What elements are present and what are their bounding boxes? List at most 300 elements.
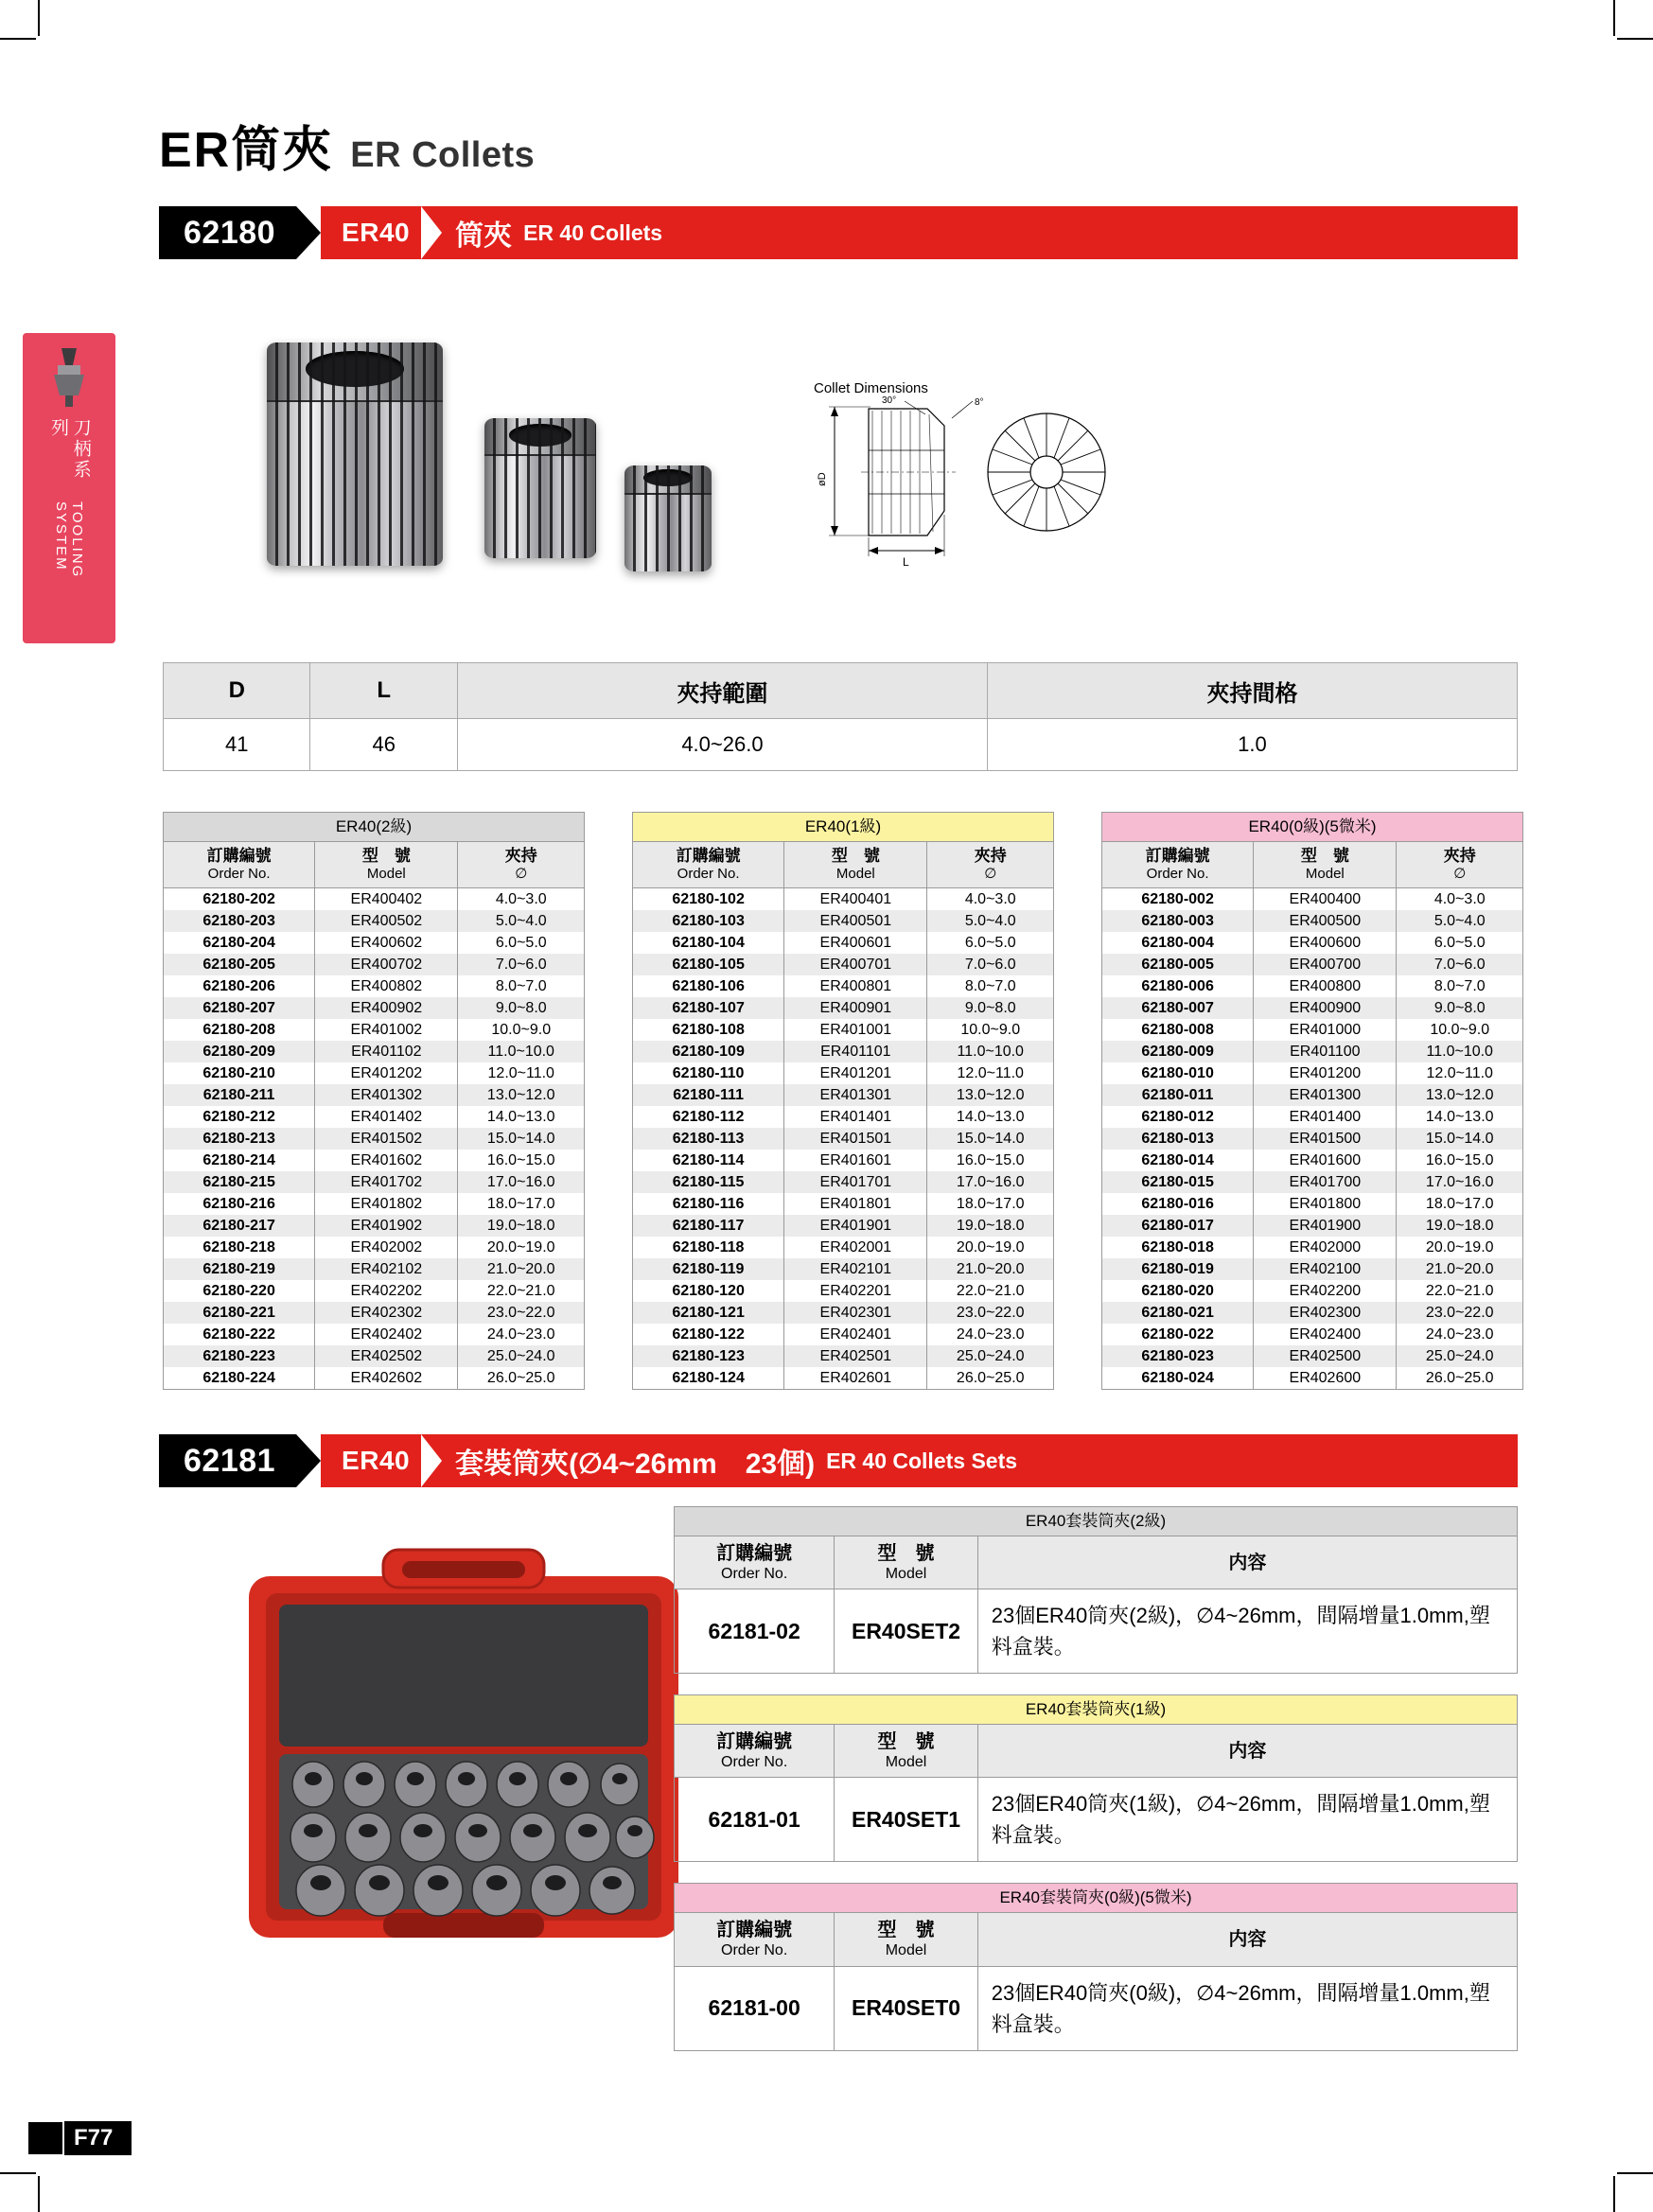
cell-order-no: 62180-122 (633, 1324, 784, 1345)
table-row (633, 954, 1054, 975)
cell-model: ER400902 (315, 997, 458, 1019)
page-title (159, 110, 535, 181)
cell-clamp-range: 7.0~6.0 (458, 954, 585, 975)
cell-clamp-range: 26.0~25.0 (1397, 1367, 1523, 1390)
cell-set-order-no: 62181-01 (675, 1778, 835, 1862)
cell-order-no: 62180-019 (1102, 1258, 1254, 1280)
cell-model: ER401302 (315, 1084, 458, 1106)
spec-header-range: 夾持範圍 (457, 663, 987, 719)
cell-order-no: 62180-004 (1102, 932, 1254, 954)
cell-clamp-range: 14.0~13.0 (927, 1106, 1054, 1128)
product-table (163, 841, 585, 1390)
cell-order-no: 62180-219 (164, 1258, 315, 1280)
crop-mark (1617, 38, 1653, 40)
cell-model: ER401402 (315, 1106, 458, 1128)
cell-model: ER401601 (784, 1150, 927, 1171)
cell-model: ER402101 (784, 1258, 927, 1280)
cell-order-no: 62180-117 (633, 1215, 784, 1237)
set-value-row (675, 1966, 1518, 2050)
table-row (164, 1367, 585, 1390)
cell-clamp-range: 22.0~21.0 (1397, 1280, 1523, 1302)
table-row (633, 1084, 1054, 1106)
collet-set-block (674, 1506, 1518, 1674)
table-row (164, 1128, 585, 1150)
cell-clamp-range: 19.0~18.0 (1397, 1215, 1523, 1237)
cell-model: ER401801 (784, 1193, 927, 1215)
cell-order-no: 62180-013 (1102, 1128, 1254, 1150)
cell-model: ER401401 (784, 1106, 927, 1128)
set-table-caption: ER40套裝筒夾(0級)(5微米) (674, 1883, 1518, 1912)
table-row (633, 1019, 1054, 1041)
cell-order-no: 62180-103 (633, 910, 784, 932)
header-model (835, 1913, 977, 1966)
spec-value-d: 41 (164, 719, 310, 771)
cell-model: ER401300 (1254, 1084, 1397, 1106)
cell-clamp-range: 11.0~10.0 (1397, 1041, 1523, 1062)
header-clamp (927, 842, 1054, 888)
cell-clamp-range: 25.0~24.0 (927, 1345, 1054, 1367)
cell-order-no: 62180-012 (1102, 1106, 1254, 1128)
table-row (1102, 1171, 1523, 1193)
header-content (977, 1536, 1517, 1589)
cell-order-no: 62180-206 (164, 975, 315, 997)
table-row (633, 1062, 1054, 1084)
table-row (1102, 1345, 1523, 1367)
cell-model: ER402202 (315, 1280, 458, 1302)
header-clamp-symbol: ∅ (984, 866, 997, 883)
cell-clamp-range: 21.0~20.0 (927, 1258, 1054, 1280)
cell-clamp-range: 19.0~18.0 (458, 1215, 585, 1237)
table-row (633, 1106, 1054, 1128)
cell-order-no: 62180-017 (1102, 1215, 1254, 1237)
table-row (164, 1106, 585, 1128)
table-row (1102, 1084, 1523, 1106)
collet-dimension-drawing (814, 380, 1154, 583)
table-row (1102, 1106, 1523, 1128)
cell-clamp-range: 18.0~17.0 (458, 1193, 585, 1215)
table-row (1102, 932, 1523, 954)
cell-model: ER400600 (1254, 932, 1397, 954)
table-row (164, 1084, 585, 1106)
cell-clamp-range: 11.0~10.0 (927, 1041, 1054, 1062)
table-row (633, 1324, 1054, 1345)
cell-clamp-range: 8.0~7.0 (1397, 975, 1523, 997)
set-header-row (675, 1725, 1518, 1778)
cell-order-no: 62180-011 (1102, 1084, 1254, 1106)
cell-order-no: 62180-105 (633, 954, 784, 975)
cell-order-no: 62180-223 (164, 1345, 315, 1367)
cell-model: ER400602 (315, 932, 458, 954)
cell-order-no: 62180-115 (633, 1171, 784, 1193)
cell-order-no: 62180-015 (1102, 1171, 1254, 1193)
header-model-en: Model (885, 1566, 927, 1582)
cell-model: ER402301 (784, 1302, 927, 1324)
side-tab-tooling-system (23, 333, 115, 643)
spec-header-step: 夾持間格 (987, 663, 1517, 719)
cell-order-no: 62180-222 (164, 1324, 315, 1345)
set-table (674, 1724, 1518, 1862)
header-model-cn: 型 號 (877, 1920, 935, 1941)
cell-clamp-range: 15.0~14.0 (458, 1128, 585, 1150)
cell-clamp-range: 26.0~25.0 (458, 1367, 585, 1390)
table-header-row (633, 842, 1054, 888)
spec-value-range: 4.0~26.0 (457, 719, 987, 771)
table-row (1102, 1237, 1523, 1258)
cell-set-model: ER40SET2 (835, 1589, 977, 1674)
header-model-en: Model (835, 866, 875, 883)
cell-model: ER400701 (784, 954, 927, 975)
drawing-caption: Collet Dimensions (814, 380, 928, 396)
set-header-row (675, 1536, 1518, 1589)
cell-order-no: 62180-214 (164, 1150, 315, 1171)
cell-clamp-range: 18.0~17.0 (1397, 1193, 1523, 1215)
cell-set-order-no: 62181-02 (675, 1589, 835, 1674)
table-row (164, 1150, 585, 1171)
cell-order-no: 62180-006 (1102, 975, 1254, 997)
table-header-row (1102, 842, 1523, 888)
header-order-no-en: Order No. (207, 866, 271, 883)
cell-order-no: 62180-003 (1102, 910, 1254, 932)
table-row (164, 1193, 585, 1215)
cell-clamp-range: 8.0~7.0 (458, 975, 585, 997)
cell-clamp-range: 9.0~8.0 (1397, 997, 1523, 1019)
side-tab-label-en: TOOLING SYSTEM (53, 500, 85, 579)
set-value-row (675, 1778, 1518, 1862)
table-row (164, 932, 585, 954)
product-table (632, 841, 1054, 1390)
cell-model: ER402200 (1254, 1280, 1397, 1302)
cell-model: ER401200 (1254, 1062, 1397, 1084)
header-order-no-cn: 訂購編號 (716, 1543, 793, 1564)
table-row (1102, 888, 1523, 911)
cell-model: ER401301 (784, 1084, 927, 1106)
table-row (633, 1258, 1054, 1280)
cell-set-order-no: 62181-00 (675, 1966, 835, 2050)
cell-clamp-range: 15.0~14.0 (1397, 1128, 1523, 1150)
table-row (1102, 1280, 1523, 1302)
cell-order-no: 62180-208 (164, 1019, 315, 1041)
table-row (164, 1171, 585, 1193)
header-order-no (675, 1725, 835, 1778)
product-table-caption: ER40(2級) (163, 812, 585, 841)
tool-holder-icon (41, 346, 97, 409)
table-row (164, 1041, 585, 1062)
cell-clamp-range: 5.0~4.0 (927, 910, 1054, 932)
cell-clamp-range: 24.0~23.0 (927, 1324, 1054, 1345)
cell-model: ER401501 (784, 1128, 927, 1150)
cell-clamp-range: 16.0~15.0 (927, 1150, 1054, 1171)
svg-text:øD: øD (817, 472, 828, 486)
cell-order-no: 62180-204 (164, 932, 315, 954)
cell-clamp-range: 14.0~13.0 (458, 1106, 585, 1128)
cell-set-content: 23個ER40筒夾(1級)，∅4~26mm，間隔增量1.0mm,塑料盒裝。 (977, 1778, 1517, 1862)
chevron-right-icon (421, 206, 442, 259)
cell-order-no: 62180-124 (633, 1367, 784, 1390)
table-row (164, 1237, 585, 1258)
cell-clamp-range: 19.0~18.0 (927, 1215, 1054, 1237)
table-row (633, 1302, 1054, 1324)
cell-model: ER400501 (784, 910, 927, 932)
cell-clamp-range: 11.0~10.0 (458, 1041, 585, 1062)
page-title-cn: ER筒夾 (159, 123, 334, 178)
cell-model: ER400400 (1254, 888, 1397, 911)
banner-series: ER40 (342, 1446, 411, 1475)
cell-model: ER400401 (784, 888, 927, 911)
table-row (164, 1324, 585, 1345)
cell-order-no: 62180-102 (633, 888, 784, 911)
product-photo-group (248, 333, 740, 607)
header-content-cn: 内容 (1228, 1740, 1267, 1762)
cell-order-no: 62180-114 (633, 1150, 784, 1171)
table-row (1102, 1062, 1523, 1084)
cell-order-no: 62180-104 (633, 932, 784, 954)
cell-clamp-range: 17.0~16.0 (927, 1171, 1054, 1193)
cell-order-no: 62180-007 (1102, 997, 1254, 1019)
cell-model: ER401100 (1254, 1041, 1397, 1062)
cell-order-no: 62180-209 (164, 1041, 315, 1062)
cell-clamp-range: 10.0~9.0 (927, 1019, 1054, 1041)
cell-order-no: 62180-023 (1102, 1345, 1254, 1367)
cell-order-no: 62180-224 (164, 1367, 315, 1390)
cell-model: ER401600 (1254, 1150, 1397, 1171)
crop-mark (0, 38, 36, 40)
header-order-no (633, 842, 784, 888)
table-row (1102, 1302, 1523, 1324)
cell-clamp-range: 12.0~11.0 (458, 1062, 585, 1084)
product-table-column (632, 812, 1054, 1390)
cell-clamp-range: 25.0~24.0 (1397, 1345, 1523, 1367)
cell-model: ER402502 (315, 1345, 458, 1367)
cell-model: ER401502 (315, 1128, 458, 1150)
header-order-no-cn: 訂購編號 (206, 847, 272, 865)
spec-header-d: D (164, 663, 310, 719)
cell-model: ER400502 (315, 910, 458, 932)
table-row (633, 1150, 1054, 1171)
table-row (1102, 1128, 1523, 1150)
cell-model: ER400702 (315, 954, 458, 975)
cell-set-content: 23個ER40筒夾(0級)，∅4~26mm，間隔增量1.0mm,塑料盒裝。 (977, 1966, 1517, 2050)
cell-order-no: 62180-221 (164, 1302, 315, 1324)
cell-order-no: 62180-110 (633, 1062, 784, 1084)
header-clamp-symbol: ∅ (1453, 866, 1467, 883)
table-row (633, 1367, 1054, 1390)
banner-code: 62180 (159, 206, 296, 259)
cell-order-no: 62180-205 (164, 954, 315, 975)
spec-value-l: 46 (310, 719, 457, 771)
header-model-cn: 型 號 (831, 847, 880, 865)
cell-order-no: 62180-021 (1102, 1302, 1254, 1324)
table-row (164, 1062, 585, 1084)
cell-clamp-range: 20.0~19.0 (1397, 1237, 1523, 1258)
footer-block (28, 2122, 62, 2154)
cell-set-model: ER40SET0 (835, 1966, 977, 2050)
cell-model: ER402100 (1254, 1258, 1397, 1280)
cell-model: ER400500 (1254, 910, 1397, 932)
table-row (633, 1193, 1054, 1215)
cell-clamp-range: 20.0~19.0 (458, 1237, 585, 1258)
cell-order-no: 62180-111 (633, 1084, 784, 1106)
table-row (164, 954, 585, 975)
header-model-en: Model (885, 1754, 927, 1771)
cell-order-no: 62180-020 (1102, 1280, 1254, 1302)
cell-model: ER401001 (784, 1019, 927, 1041)
header-order-no-en: Order No. (1146, 866, 1209, 883)
cell-order-no: 62180-211 (164, 1084, 315, 1106)
spec-value-step: 1.0 (987, 719, 1517, 771)
svg-text:30°: 30° (882, 395, 897, 406)
cell-model: ER402201 (784, 1280, 927, 1302)
banner-series: ER40 (342, 218, 411, 247)
collet-sets-group (674, 1506, 1518, 2072)
set-table (674, 1536, 1518, 1674)
spec-header-row (164, 663, 1518, 719)
cell-order-no: 62180-106 (633, 975, 784, 997)
banner-black-arrow-icon (296, 206, 321, 259)
svg-text:L: L (903, 555, 909, 569)
cell-order-no: 62180-107 (633, 997, 784, 1019)
cell-clamp-range: 14.0~13.0 (1397, 1106, 1523, 1128)
header-model-cn: 型 號 (1300, 847, 1349, 865)
set-table-caption: ER40套裝筒夾(1級) (674, 1694, 1518, 1724)
set-header-row (675, 1913, 1518, 1966)
table-row (633, 1128, 1054, 1150)
banner-subtitle-cn: 筒夾 (455, 220, 513, 252)
cell-clamp-range: 16.0~15.0 (1397, 1150, 1523, 1171)
cell-model: ER402001 (784, 1237, 927, 1258)
cell-order-no: 62180-218 (164, 1237, 315, 1258)
product-table-column (1101, 812, 1523, 1390)
cell-order-no: 62180-112 (633, 1106, 784, 1128)
cell-model: ER400900 (1254, 997, 1397, 1019)
banner-black-arrow-icon (296, 1434, 321, 1487)
set-table-caption: ER40套裝筒夾(2級) (674, 1506, 1518, 1536)
cell-model: ER402302 (315, 1302, 458, 1324)
spec-value-row (164, 719, 1518, 771)
collet-set-block (674, 1694, 1518, 1862)
cell-model: ER400801 (784, 975, 927, 997)
header-model (784, 842, 927, 888)
table-row (164, 975, 585, 997)
cell-order-no: 62180-008 (1102, 1019, 1254, 1041)
cell-order-no: 62180-220 (164, 1280, 315, 1302)
cell-model: ER402400 (1254, 1324, 1397, 1345)
header-content (977, 1725, 1517, 1778)
cell-clamp-range: 12.0~11.0 (927, 1062, 1054, 1084)
crop-mark (1613, 2176, 1615, 2212)
cell-model: ER402500 (1254, 1345, 1397, 1367)
cell-order-no: 62180-210 (164, 1062, 315, 1084)
header-content (977, 1913, 1517, 1966)
set-table (674, 1912, 1518, 2050)
header-order-no (164, 842, 315, 888)
cell-order-no: 62180-116 (633, 1193, 784, 1215)
header-model (835, 1536, 977, 1589)
table-row (164, 1215, 585, 1237)
side-tab-label-cn: 刀柄系列 (48, 418, 91, 481)
cell-model: ER401201 (784, 1062, 927, 1084)
cell-clamp-range: 23.0~22.0 (458, 1302, 585, 1324)
set-value-row (675, 1589, 1518, 1674)
header-clamp (458, 842, 585, 888)
crop-mark (38, 0, 40, 36)
table-row (633, 1171, 1054, 1193)
table-row (164, 1302, 585, 1324)
cell-order-no: 62180-005 (1102, 954, 1254, 975)
table-row (633, 975, 1054, 997)
product-table-caption: ER40(0級)(5微米) (1101, 812, 1523, 841)
cell-clamp-range: 4.0~3.0 (458, 888, 585, 911)
cell-model: ER402600 (1254, 1367, 1397, 1390)
header-clamp (1397, 842, 1523, 888)
cell-model: ER400802 (315, 975, 458, 997)
cell-model: ER401102 (315, 1041, 458, 1062)
cell-order-no: 62180-014 (1102, 1150, 1254, 1171)
cell-model: ER401802 (315, 1193, 458, 1215)
product-table-caption: ER40(1級) (632, 812, 1054, 841)
cell-clamp-range: 13.0~12.0 (458, 1084, 585, 1106)
cell-clamp-range: 6.0~5.0 (927, 932, 1054, 954)
cell-order-no: 62180-109 (633, 1041, 784, 1062)
header-model (1254, 842, 1397, 888)
table-row (1102, 1041, 1523, 1062)
chevron-right-icon (421, 1434, 442, 1487)
cell-order-no: 62180-216 (164, 1193, 315, 1215)
cell-model: ER401202 (315, 1062, 458, 1084)
banner-subtitle-en: ER 40 Collets (523, 219, 663, 245)
table-row (633, 1215, 1054, 1237)
table-row (164, 997, 585, 1019)
header-clamp-cn: 夾持 (1443, 847, 1476, 865)
cell-order-no: 62180-118 (633, 1237, 784, 1258)
cell-clamp-range: 22.0~21.0 (458, 1280, 585, 1302)
cell-clamp-range: 8.0~7.0 (927, 975, 1054, 997)
table-row (164, 1019, 585, 1041)
header-clamp-symbol: ∅ (515, 866, 528, 883)
cell-clamp-range: 25.0~24.0 (458, 1345, 585, 1367)
cell-clamp-range: 20.0~19.0 (927, 1237, 1054, 1258)
cell-order-no: 62180-202 (164, 888, 315, 911)
banner-code: 62181 (159, 1434, 296, 1487)
spec-table (163, 662, 1518, 771)
cell-clamp-range: 4.0~3.0 (927, 888, 1054, 911)
cell-clamp-range: 4.0~3.0 (1397, 888, 1523, 911)
cell-clamp-range: 15.0~14.0 (927, 1128, 1054, 1150)
cell-model: ER401800 (1254, 1193, 1397, 1215)
table-row (633, 1041, 1054, 1062)
cell-clamp-range: 17.0~16.0 (1397, 1171, 1523, 1193)
cell-order-no: 62180-213 (164, 1128, 315, 1150)
crop-mark (0, 2172, 36, 2174)
header-model-en: Model (885, 1942, 927, 1959)
table-row (633, 910, 1054, 932)
cell-clamp-range: 26.0~25.0 (927, 1367, 1054, 1390)
table-row (164, 1345, 585, 1367)
cell-model: ER402401 (784, 1324, 927, 1345)
cell-order-no: 62180-108 (633, 1019, 784, 1041)
table-row (633, 888, 1054, 911)
header-order-no (1102, 842, 1254, 888)
cell-clamp-range: 13.0~12.0 (927, 1084, 1054, 1106)
table-row (633, 1237, 1054, 1258)
cell-model: ER402402 (315, 1324, 458, 1345)
cell-model: ER401400 (1254, 1106, 1397, 1128)
cell-clamp-range: 12.0~11.0 (1397, 1062, 1523, 1084)
cell-model: ER400700 (1254, 954, 1397, 975)
cell-order-no: 62180-203 (164, 910, 315, 932)
cell-model: ER402300 (1254, 1302, 1397, 1324)
spec-header-l: L (310, 663, 457, 719)
table-row (1102, 1193, 1523, 1215)
